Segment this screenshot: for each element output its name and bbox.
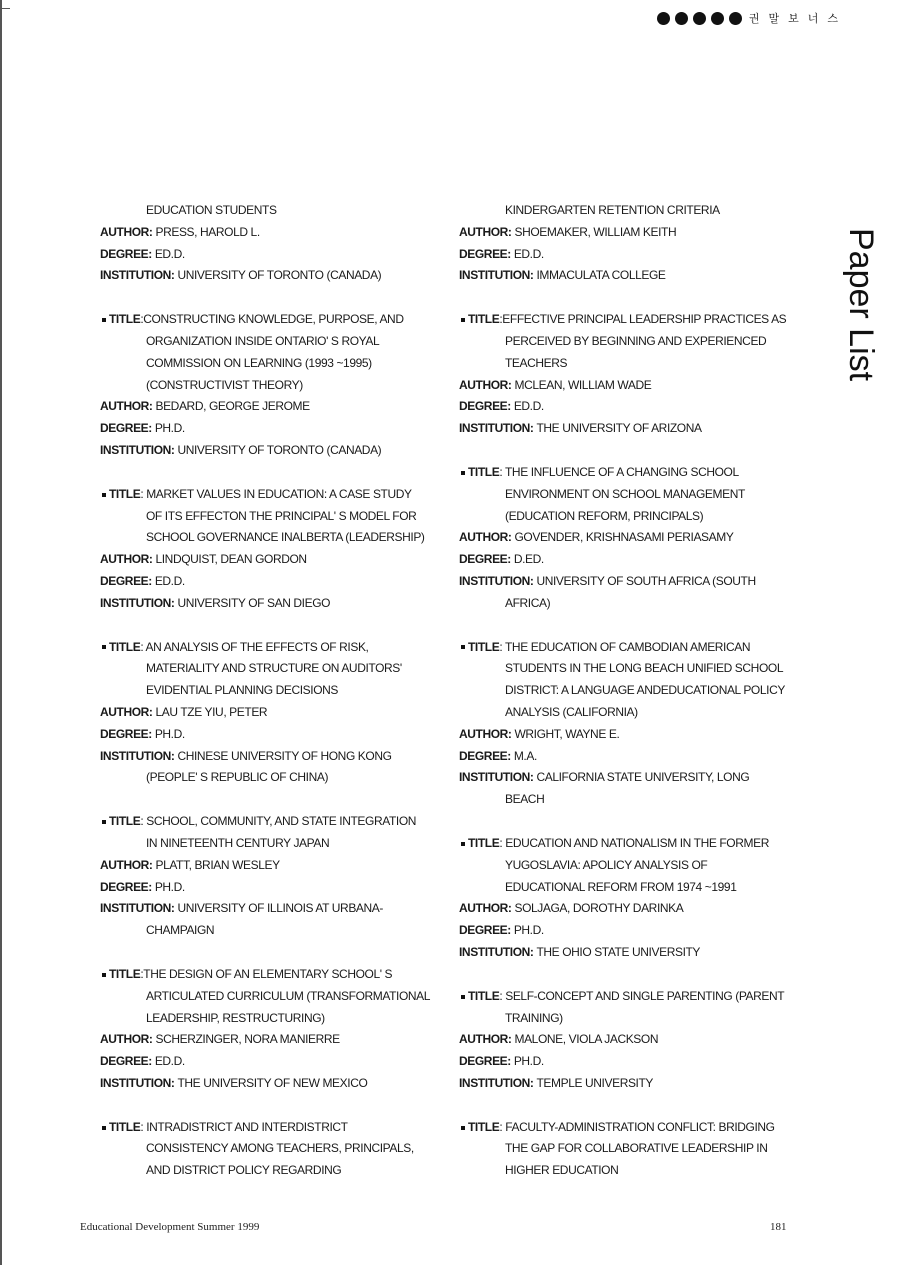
title-label: TITLE bbox=[109, 966, 141, 981]
title-value: CONSTRUCTING KNOWLEDGE, PURPOSE, AND bbox=[143, 312, 404, 327]
title-line bbox=[459, 462, 814, 484]
title-line: EDUCATION STUDENTS bbox=[146, 203, 277, 217]
square-bullet-icon bbox=[461, 995, 465, 999]
degree-line bbox=[100, 1051, 455, 1073]
institution-line bbox=[100, 746, 455, 768]
author-line bbox=[100, 222, 455, 244]
author-line-value: BEDARD, GEORGE JEROME bbox=[155, 399, 310, 414]
title-line: AND DISTRICT POLICY REGARDING bbox=[146, 1163, 342, 1178]
degree-line bbox=[459, 549, 814, 571]
title-line: (EDUCATION REFORM, PRINCIPALS) bbox=[505, 508, 704, 523]
author-line bbox=[100, 549, 455, 571]
footer-page-number: 181 bbox=[770, 1221, 787, 1233]
square-bullet-icon bbox=[102, 1126, 106, 1130]
degree-line-label: DEGREE: bbox=[459, 246, 514, 261]
title-line: TEACHERS bbox=[505, 355, 568, 370]
institution-line bbox=[459, 418, 814, 440]
title-label: TITLE bbox=[109, 486, 141, 501]
title-value: EDUCATION AND NATIONALISM IN THE FORMER bbox=[502, 835, 769, 850]
title-separator: : bbox=[140, 966, 144, 981]
title-label: TITLE bbox=[468, 1119, 500, 1134]
author-line-value: MCLEAN, WILLIAM WADE bbox=[514, 377, 652, 392]
degree-line-value: PH.D. bbox=[513, 923, 544, 938]
degree-line-label: DEGREE: bbox=[100, 421, 155, 436]
degree-line-label: DEGREE: bbox=[459, 399, 514, 414]
author-line bbox=[100, 702, 455, 724]
degree-line-label: DEGREE: bbox=[100, 246, 155, 261]
author-line-value: MALONE, VIOLA JACKSON bbox=[514, 1032, 659, 1047]
title-line: DISTRICT: A LANGUAGE ANDEDUCATIONAL POLICY bbox=[505, 683, 785, 698]
paper-entry bbox=[100, 1117, 455, 1182]
square-bullet-icon bbox=[102, 820, 106, 824]
title-value: EFFECTIVE PRINCIPAL LEADERSHIP PRACTICES AS bbox=[502, 312, 787, 327]
series-name: 권말보너스 bbox=[748, 12, 847, 25]
institution-line-label: INSTITUTION: bbox=[459, 573, 537, 588]
title-line bbox=[100, 1117, 455, 1139]
author-line-value: LAU TZE YIU, PETER bbox=[155, 704, 268, 719]
degree-line-label: DEGREE: bbox=[100, 726, 155, 741]
degree-line-value: ED.D. bbox=[154, 246, 185, 261]
title-separator: : bbox=[499, 988, 503, 1003]
institution-line-value: TEMPLE UNIVERSITY bbox=[536, 1075, 654, 1090]
title-line bbox=[459, 309, 814, 331]
title-label: TITLE bbox=[109, 1119, 141, 1134]
degree-line-value: ED.D. bbox=[154, 573, 185, 588]
author-line-label: AUTHOR: bbox=[100, 704, 156, 719]
title-separator: : bbox=[499, 639, 503, 654]
degree-line-label: DEGREE: bbox=[459, 1054, 514, 1069]
institution-line-label: INSTITUTION: bbox=[100, 442, 178, 457]
bullet-dot-icon bbox=[693, 12, 706, 25]
title-value: THE DESIGN OF AN ELEMENTARY SCHOOL' S bbox=[143, 966, 393, 981]
degree-line-label: DEGREE: bbox=[459, 552, 514, 567]
degree-line-value: M.A. bbox=[513, 748, 537, 763]
degree-line-value: ED.D. bbox=[513, 246, 544, 261]
title-value: SCHOOL, COMMUNITY, AND STATE INTEGRATION bbox=[143, 814, 417, 829]
degree-line bbox=[459, 746, 814, 768]
title-separator: : bbox=[140, 814, 144, 829]
title-value: THE EDUCATION OF CAMBODIAN AMERICAN bbox=[502, 639, 751, 654]
title-line: TRAINING) bbox=[505, 1010, 563, 1025]
title-line bbox=[100, 964, 455, 986]
author-line bbox=[459, 222, 814, 244]
institution-line: AFRICA) bbox=[505, 595, 551, 610]
title-line bbox=[100, 309, 455, 331]
bullet-dot-icon bbox=[675, 12, 688, 25]
degree-line-label: DEGREE: bbox=[100, 573, 155, 588]
paper-entry bbox=[459, 1117, 814, 1182]
title-label: TITLE bbox=[468, 312, 500, 327]
institution-line bbox=[100, 898, 455, 920]
paper-entry bbox=[100, 811, 455, 942]
author-line bbox=[459, 1029, 814, 1051]
title-line: IN NINETEENTH CENTURY JAPAN bbox=[146, 835, 330, 850]
paper-entry bbox=[100, 637, 455, 790]
author-line-label: AUTHOR: bbox=[459, 726, 515, 741]
degree-line-value: PH.D. bbox=[154, 421, 185, 436]
degree-line bbox=[100, 244, 455, 266]
title-line: (CONSTRUCTIVIST THEORY) bbox=[146, 377, 303, 392]
author-line-value: GOVENDER, KRISHNASAMI PERIASAMY bbox=[514, 530, 734, 545]
title-separator: : bbox=[140, 639, 144, 654]
title-line: HIGHER EDUCATION bbox=[505, 1163, 619, 1178]
author-line-label: AUTHOR: bbox=[100, 552, 156, 567]
degree-line-value: ED.D. bbox=[154, 1054, 185, 1069]
institution-line: BEACH bbox=[505, 792, 545, 807]
square-bullet-icon bbox=[102, 645, 106, 649]
author-line-label: AUTHOR: bbox=[459, 530, 515, 545]
degree-line bbox=[459, 1051, 814, 1073]
header-strip bbox=[657, 10, 847, 26]
degree-line bbox=[100, 418, 455, 440]
institution-line-label: INSTITUTION: bbox=[100, 1075, 178, 1090]
title-line bbox=[100, 484, 455, 506]
institution-line-label: INSTITUTION: bbox=[459, 770, 537, 785]
entry-continued bbox=[100, 200, 455, 287]
title-line: THE GAP FOR COLLABORATIVE LEADERSHIP IN bbox=[505, 1141, 768, 1156]
author-line-label: AUTHOR: bbox=[459, 224, 515, 239]
square-bullet-icon bbox=[461, 645, 465, 649]
right-column bbox=[459, 200, 814, 1204]
degree-line bbox=[100, 724, 455, 746]
side-title bbox=[822, 228, 894, 382]
title-line bbox=[459, 1117, 814, 1139]
title-label: TITLE bbox=[468, 639, 500, 654]
bullet-dot-icon bbox=[711, 12, 724, 25]
title-line: EVIDENTIAL PLANNING DECISIONS bbox=[146, 683, 339, 698]
institution-line-value: THE OHIO STATE UNIVERSITY bbox=[536, 944, 701, 959]
institution-line: (PEOPLE' S REPUBLIC OF CHINA) bbox=[146, 770, 329, 785]
institution-line-label: INSTITUTION: bbox=[459, 421, 537, 436]
author-line bbox=[100, 855, 455, 877]
institution-line: CHAMPAIGN bbox=[146, 923, 215, 938]
title-line: PERCEIVED BY BEGINNING AND EXPERIENCED bbox=[505, 333, 767, 348]
title-value: AN ANALYSIS OF THE EFFECTS OF RISK, bbox=[143, 639, 369, 654]
square-bullet-icon bbox=[461, 842, 465, 846]
title-value: INTRADISTRICT AND INTERDISTRICT bbox=[143, 1119, 348, 1134]
title-label: TITLE bbox=[468, 835, 500, 850]
degree-line bbox=[459, 920, 814, 942]
institution-line bbox=[459, 942, 814, 964]
author-line-label: AUTHOR: bbox=[459, 1032, 515, 1047]
institution-line-value: UNIVERSITY OF SAN DIEGO bbox=[177, 595, 331, 610]
title-line bbox=[459, 833, 814, 855]
degree-line-label: DEGREE: bbox=[459, 923, 514, 938]
author-line-label: AUTHOR: bbox=[459, 377, 515, 392]
author-line-value: PLATT, BRIAN WESLEY bbox=[155, 857, 280, 872]
institution-line-label: INSTITUTION: bbox=[100, 901, 178, 916]
author-line-label: AUTHOR: bbox=[459, 901, 515, 916]
entry-continued bbox=[459, 200, 814, 287]
title-line: LEADERSHIP, RESTRUCTURING) bbox=[146, 1010, 325, 1025]
title-line: YUGOSLAVIA: APOLICY ANALYSIS OF bbox=[505, 857, 708, 872]
title-label: TITLE bbox=[468, 464, 500, 479]
degree-line bbox=[100, 571, 455, 593]
degree-line-value: PH.D. bbox=[154, 726, 185, 741]
institution-line-label: INSTITUTION: bbox=[100, 595, 178, 610]
degree-line-label: DEGREE: bbox=[459, 748, 514, 763]
title-separator: : bbox=[140, 312, 144, 327]
institution-line bbox=[459, 571, 814, 593]
author-line-value: LINDQUIST, DEAN GORDON bbox=[155, 552, 307, 567]
institution-line bbox=[459, 1073, 814, 1095]
footer-journal: Educational Development Summer 1999 bbox=[80, 1221, 260, 1233]
author-line bbox=[459, 724, 814, 746]
page-edge-tick bbox=[0, 8, 10, 9]
paper-entry bbox=[100, 484, 455, 615]
title-line: KINDERGARTEN RETENTION CRITERIA bbox=[505, 203, 720, 217]
institution-line-value: THE UNIVERSITY OF ARIZONA bbox=[536, 421, 702, 436]
degree-line-label: DEGREE: bbox=[100, 879, 155, 894]
title-value: THE INFLUENCE OF A CHANGING SCHOOL bbox=[502, 464, 739, 479]
paper-entry bbox=[459, 833, 814, 964]
paper-entry bbox=[100, 964, 455, 1095]
institution-line-value: UNIVERSITY OF ILLINOIS AT URBANA- bbox=[177, 901, 383, 916]
title-label: TITLE bbox=[109, 312, 141, 327]
title-line: OF ITS EFFECTON THE PRINCIPAL' S MODEL FOR bbox=[146, 508, 417, 523]
institution-line-value: UNIVERSITY OF TORONTO (CANADA) bbox=[177, 442, 382, 457]
title-separator: : bbox=[499, 312, 503, 327]
title-separator: : bbox=[499, 835, 503, 850]
degree-line-value: D.ED. bbox=[513, 552, 544, 567]
title-label: TITLE bbox=[109, 639, 141, 654]
institution-line-label: INSTITUTION: bbox=[459, 268, 537, 283]
title-value: SELF-CONCEPT AND SINGLE PARENTING (PARENT bbox=[502, 988, 785, 1003]
degree-line-value: ED.D. bbox=[513, 399, 544, 414]
author-line-value: SCHERZINGER, NORA MANIERRE bbox=[155, 1032, 340, 1047]
title-value: FACULTY-ADMINISTRATION CONFLICT: BRIDGING bbox=[502, 1119, 775, 1134]
degree-line bbox=[459, 244, 814, 266]
title-label: TITLE bbox=[468, 988, 500, 1003]
author-line bbox=[459, 375, 814, 397]
page-edge-line bbox=[0, 0, 2, 1265]
title-line: EDUCATIONAL REFORM FROM 1974 ~1991 bbox=[505, 879, 737, 894]
title-line bbox=[459, 637, 814, 659]
institution-line bbox=[459, 265, 814, 287]
institution-line bbox=[459, 767, 814, 789]
square-bullet-icon bbox=[102, 973, 106, 977]
paper-entry bbox=[459, 986, 814, 1095]
title-line: ARTICULATED CURRICULUM (TRANSFORMATIONAL bbox=[146, 988, 431, 1003]
bullet-dot-icon bbox=[729, 12, 742, 25]
institution-line bbox=[100, 440, 455, 462]
square-bullet-icon bbox=[102, 493, 106, 497]
title-line bbox=[100, 811, 455, 833]
author-line bbox=[100, 396, 455, 418]
title-line: ORGANIZATION INSIDE ONTARIO' S ROYAL bbox=[146, 333, 380, 348]
institution-line-label: INSTITUTION: bbox=[100, 268, 178, 283]
left-column bbox=[100, 200, 455, 1204]
author-line-label: AUTHOR: bbox=[100, 1032, 156, 1047]
author-line-label: AUTHOR: bbox=[100, 224, 156, 239]
paper-entry bbox=[459, 309, 814, 440]
square-bullet-icon bbox=[102, 318, 106, 322]
degree-line-label: DEGREE: bbox=[100, 1054, 155, 1069]
institution-line bbox=[100, 265, 455, 287]
title-value: MARKET VALUES IN EDUCATION: A CASE STUDY bbox=[143, 486, 412, 501]
side-title-text: Paper List bbox=[842, 228, 880, 382]
institution-line-value: UNIVERSITY OF SOUTH AFRICA (SOUTH bbox=[536, 573, 756, 588]
author-line-value: WRIGHT, WAYNE E. bbox=[514, 726, 620, 741]
bullet-dot-icon bbox=[657, 12, 670, 25]
institution-line-label: INSTITUTION: bbox=[459, 944, 537, 959]
institution-line-label: INSTITUTION: bbox=[459, 1075, 537, 1090]
institution-line bbox=[100, 593, 455, 615]
title-separator: : bbox=[140, 486, 144, 501]
title-line: ANALYSIS (CALIFORNIA) bbox=[505, 704, 638, 719]
square-bullet-icon bbox=[461, 318, 465, 322]
title-line bbox=[100, 637, 455, 659]
title-line: SCHOOL GOVERNANCE INALBERTA (LEADERSHIP) bbox=[146, 530, 425, 545]
title-line: CONSISTENCY AMONG TEACHERS, PRINCIPALS, bbox=[146, 1141, 414, 1156]
paper-entry bbox=[459, 462, 814, 615]
author-line-label: AUTHOR: bbox=[100, 857, 156, 872]
degree-line bbox=[100, 877, 455, 899]
paper-entry bbox=[100, 309, 455, 462]
paper-entry bbox=[459, 637, 814, 811]
title-separator: : bbox=[499, 464, 503, 479]
author-line-value: SHOEMAKER, WILLIAM KEITH bbox=[514, 224, 677, 239]
square-bullet-icon bbox=[461, 1126, 465, 1130]
author-line-value: PRESS, HAROLD L. bbox=[155, 224, 260, 239]
institution-line bbox=[100, 1073, 455, 1095]
square-bullet-icon bbox=[461, 471, 465, 475]
title-line: STUDENTS IN THE LONG BEACH UNIFIED SCHOOL bbox=[505, 661, 784, 676]
title-separator: : bbox=[140, 1119, 144, 1134]
degree-line-value: PH.D. bbox=[513, 1054, 544, 1069]
institution-line-value: IMMACULATA COLLEGE bbox=[536, 268, 666, 283]
author-line bbox=[100, 1029, 455, 1051]
institution-line-label: INSTITUTION: bbox=[100, 748, 178, 763]
degree-line bbox=[459, 396, 814, 418]
title-label: TITLE bbox=[109, 814, 141, 829]
institution-line-value: CALIFORNIA STATE UNIVERSITY, LONG bbox=[536, 770, 750, 785]
title-line bbox=[459, 986, 814, 1008]
author-line bbox=[459, 527, 814, 549]
author-line-label: AUTHOR: bbox=[100, 399, 156, 414]
author-line-value: SOLJAGA, DOROTHY DARINKA bbox=[514, 901, 684, 916]
institution-line-value: CHINESE UNIVERSITY OF HONG KONG bbox=[177, 748, 392, 763]
title-separator: : bbox=[499, 1119, 503, 1134]
title-line: COMMISSION ON LEARNING (1993 ~1995) bbox=[146, 355, 372, 370]
institution-line-value: THE UNIVERSITY OF NEW MEXICO bbox=[177, 1075, 368, 1090]
title-line: ENVIRONMENT ON SCHOOL MANAGEMENT bbox=[505, 486, 745, 501]
institution-line-value: UNIVERSITY OF TORONTO (CANADA) bbox=[177, 268, 382, 283]
author-line bbox=[459, 898, 814, 920]
title-line: MATERIALITY AND STRUCTURE ON AUDITORS' bbox=[146, 661, 402, 676]
degree-line-value: PH.D. bbox=[154, 879, 185, 894]
